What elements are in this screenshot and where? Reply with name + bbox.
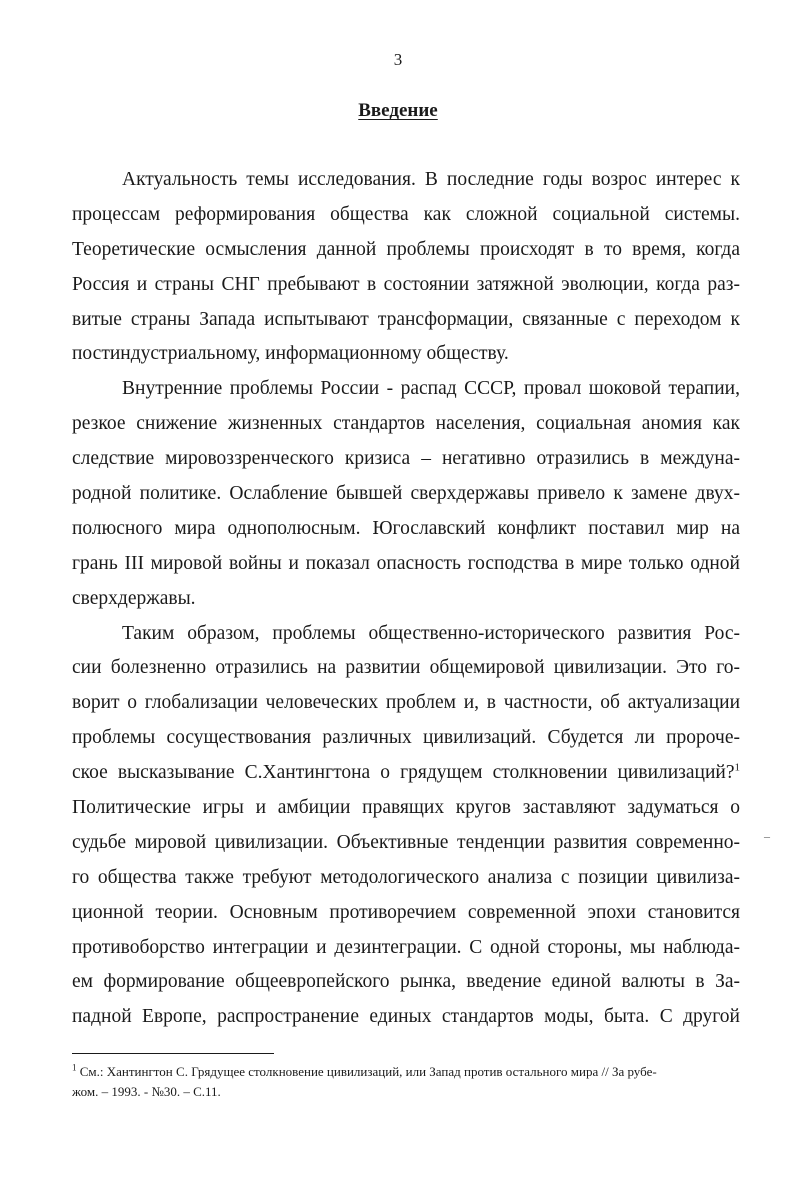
text-line: противоборство интеграции и дезинтеграции. С одной стороны, мы наблюда- bbox=[72, 936, 740, 958]
footnote-text: См.: Хантингтон С. Грядущее столкновение цивилизаций, или Запад против остального мира // За рубе- bbox=[79, 1064, 657, 1079]
text-line: Актуальность темы исследования. В последние годы возрос интерес к bbox=[122, 169, 740, 190]
text-line: ционной теории. Основным противоречием современной эпохи становится bbox=[72, 901, 740, 923]
text-line: Теоретические осмысления данной проблемы происходят в то время, когда bbox=[72, 238, 740, 260]
text-line: полюсного мира однополюсным. Югославский конфликт поставил мир на bbox=[72, 517, 740, 539]
text-line: родной политике. Ослабление бывшей сверхдержавы привело к замене двух- bbox=[72, 483, 740, 505]
text-line: Россия и страны СНГ пребывают в состоянии затяжной эволюции, когда раз- bbox=[72, 273, 740, 295]
text-line: следствие мировоззренческого кризиса – негативно отразились в междуна- bbox=[72, 448, 740, 470]
page-number: 3 bbox=[393, 50, 403, 69]
text-line: падной Европе, распространение единых стандартов моды, быта. С другой bbox=[72, 1006, 740, 1028]
footnote-divider bbox=[72, 1053, 274, 1054]
body-text bbox=[72, 163, 740, 1035]
footnote-line bbox=[72, 1062, 740, 1082]
footnote-marker: 1 bbox=[72, 1062, 77, 1073]
text-line: грань III мировой войны и показал опасность господства в мире только одной bbox=[72, 552, 740, 574]
text-line: Внутренние проблемы России - распад СССР, провал шоковой терапии, bbox=[122, 378, 740, 400]
text-line: резкое снижение жизненных стандартов населения, социальная аномия как bbox=[72, 413, 740, 435]
text-line: ворит о глобализации человеческих проблем и, в частности, об актуализации bbox=[72, 692, 740, 714]
text-line: судьбе мировой цивилизации. Объективные тенденции развития современно- bbox=[72, 831, 740, 853]
text-line: Таким образом, проблемы общественно-исторического развития Рос- bbox=[122, 622, 740, 644]
text-line: сии болезненно отразились на развитии общемировой цивилизации. Это го- bbox=[72, 657, 740, 679]
text-line: постиндустриальному, информационному обществу. bbox=[72, 343, 509, 365]
text-line: ем формирование общеевропейского рынка, введение единой валюты в За- bbox=[72, 971, 740, 993]
text-line-with-footnote bbox=[72, 756, 740, 791]
footnote bbox=[72, 1062, 740, 1102]
section-title: Введение bbox=[358, 100, 438, 121]
text-line: витые страны Запада испытывают трансформации, связанные с переходом к bbox=[72, 308, 740, 330]
footnote-line: жом. – 1993. - №30. – С.11. bbox=[72, 1084, 221, 1099]
text-line: проблемы сосуществования различных цивилизаций. Сбудется ли пророче- bbox=[72, 727, 740, 749]
text-line: Политические игры и амбиции правящих кругов заставляют задуматься о bbox=[72, 797, 740, 819]
footnote-reference: 1 bbox=[734, 761, 740, 774]
text-span: ское высказывание С.Хантингтона о грядущем столкновении цивилизаций? bbox=[72, 762, 735, 784]
text-line: процессам реформирования общества как сложной социальной системы. bbox=[72, 203, 740, 225]
text-line: го общества также требуют методологического анализа с позиции цивилиза- bbox=[72, 866, 740, 888]
margin-mark: – bbox=[764, 829, 770, 843]
text-line: сверхдержавы. bbox=[72, 587, 196, 609]
